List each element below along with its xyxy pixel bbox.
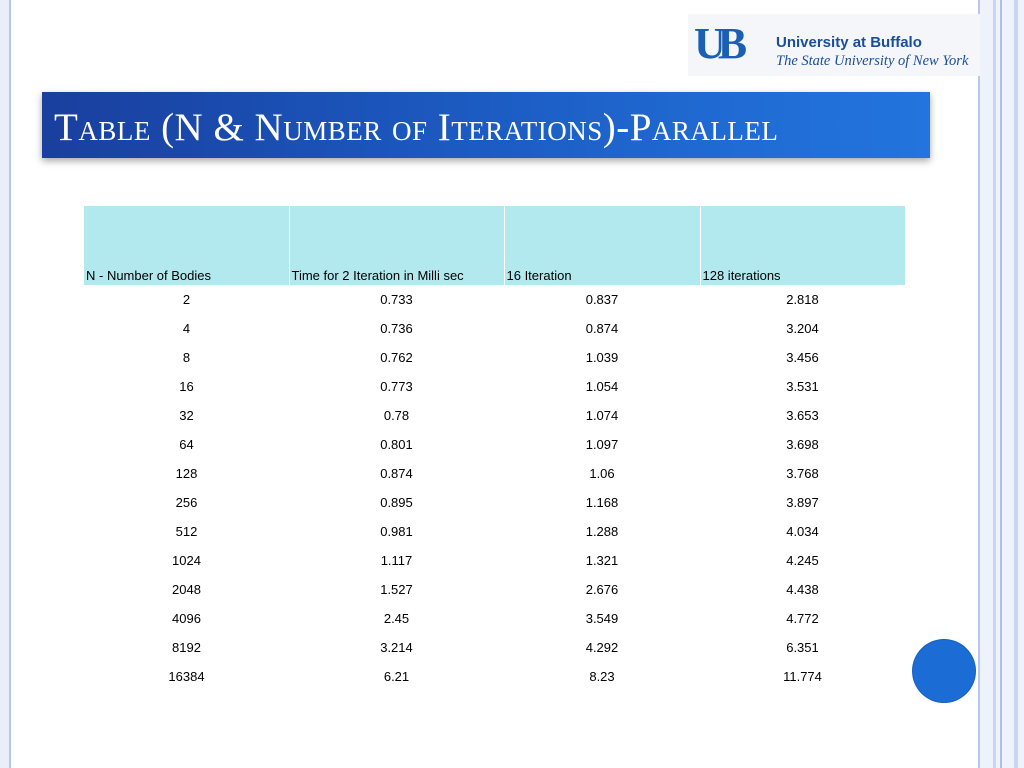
table-cell: 1.288	[585, 524, 619, 539]
border-stripe	[1014, 0, 1018, 768]
table-cell: 3.698	[786, 437, 819, 452]
table-row	[84, 430, 905, 459]
table-row	[84, 343, 905, 372]
table-cell: 1.039	[585, 350, 619, 365]
table-row	[84, 546, 905, 575]
border-stripe	[978, 0, 980, 768]
right-border-decoration	[978, 0, 1024, 768]
table-cell: 3.456	[786, 350, 819, 365]
table-cell: 8192	[172, 640, 201, 655]
table-cell: 0.981	[380, 524, 413, 539]
table-cell: 3.897	[786, 495, 819, 510]
left-border-decoration	[0, 0, 9, 768]
table-row	[84, 401, 905, 430]
decorative-circle	[913, 640, 975, 702]
table-cell: 4.245	[786, 553, 819, 568]
table-cell: 16	[179, 379, 194, 394]
table-row	[84, 604, 905, 633]
slide-title: Table (N & Number of Iterations)-Parallel	[54, 106, 779, 149]
table-cell: 128	[175, 466, 198, 481]
table-cell: 3.653	[786, 408, 819, 423]
table-cell: 0.733	[380, 292, 413, 307]
table-row	[84, 285, 905, 314]
table-cell: 8	[182, 350, 191, 365]
table-cell: 0.773	[380, 379, 413, 394]
table-cell: 2.818	[786, 292, 819, 307]
table-cell: 2.676	[585, 582, 619, 597]
table-row	[84, 575, 905, 604]
table-cell: 3.549	[585, 611, 619, 626]
table-cell: 1.074	[585, 408, 619, 423]
table-row	[84, 488, 905, 517]
table-cell: 0.801	[380, 437, 413, 452]
university-logo	[688, 14, 980, 76]
table-cell: 64	[179, 437, 194, 452]
table-row	[84, 517, 905, 546]
table-cell: 1.321	[585, 553, 619, 568]
table-row	[84, 633, 905, 662]
ub-logo-mark: UB	[694, 19, 740, 68]
results-table	[84, 206, 905, 691]
table-cell: 3.531	[786, 379, 819, 394]
table-cell: 512	[175, 524, 198, 539]
table-cell: 1024	[172, 553, 201, 568]
table-cell: 2.45	[383, 611, 410, 626]
table-row	[84, 372, 905, 401]
header-time-2-iterations: Time for 2 Iteration in Milli sec	[289, 206, 504, 285]
table-cell: 0.736	[380, 321, 413, 336]
table-cell: 3.214	[380, 640, 413, 655]
header-16-iterations: 16 Iteration	[504, 206, 700, 285]
table-cell: 4.034	[786, 524, 819, 539]
border-stripe	[1000, 0, 1002, 768]
table-cell: 3.768	[786, 466, 819, 481]
table-cell: 2048	[172, 582, 201, 597]
table-cell: 0.874	[585, 321, 619, 336]
table-cell: 4096	[172, 611, 201, 626]
logo-university-subtitle: The State University of New York	[776, 53, 969, 69]
table-cell: 3.204	[786, 321, 819, 336]
title-banner	[42, 92, 930, 158]
table-cell: 1.054	[585, 379, 619, 394]
table-header-row	[84, 206, 905, 285]
table-row	[84, 314, 905, 343]
table-cell: 8.23	[589, 669, 615, 684]
logo-university-name: University at Buffalo	[776, 34, 922, 51]
table-cell: 4.292	[585, 640, 619, 655]
table-cell: 0.837	[585, 292, 619, 307]
table-cell: 16384	[168, 669, 205, 684]
table-cell: 11.774	[783, 669, 822, 684]
table-body	[84, 285, 905, 691]
table-cell: 0.762	[380, 350, 413, 365]
table-cell: 4	[182, 321, 191, 336]
table-cell: 6.21	[383, 669, 410, 684]
table-cell: 0.78	[383, 408, 410, 423]
table-cell: 1.527	[380, 582, 413, 597]
table-cell: 256	[175, 495, 198, 510]
header-number-of-bodies: N - Number of Bodies	[84, 206, 289, 285]
header-128-iterations: 128 iterations	[700, 206, 905, 285]
table-cell: 1.097	[585, 437, 619, 452]
table-cell: 2	[182, 292, 191, 307]
table-cell: 32	[179, 408, 194, 423]
table-row	[84, 662, 905, 691]
table-cell: 0.895	[380, 495, 413, 510]
table-cell: 4.772	[786, 611, 819, 626]
table-cell: 4.438	[786, 582, 819, 597]
table-row	[84, 459, 905, 488]
table-cell: 1.06	[589, 466, 615, 481]
border-stripe	[993, 0, 996, 768]
table-cell: 1.168	[585, 495, 619, 510]
table-cell: 0.874	[380, 466, 413, 481]
table-cell: 1.117	[380, 553, 413, 568]
table-cell: 6.351	[786, 640, 819, 655]
